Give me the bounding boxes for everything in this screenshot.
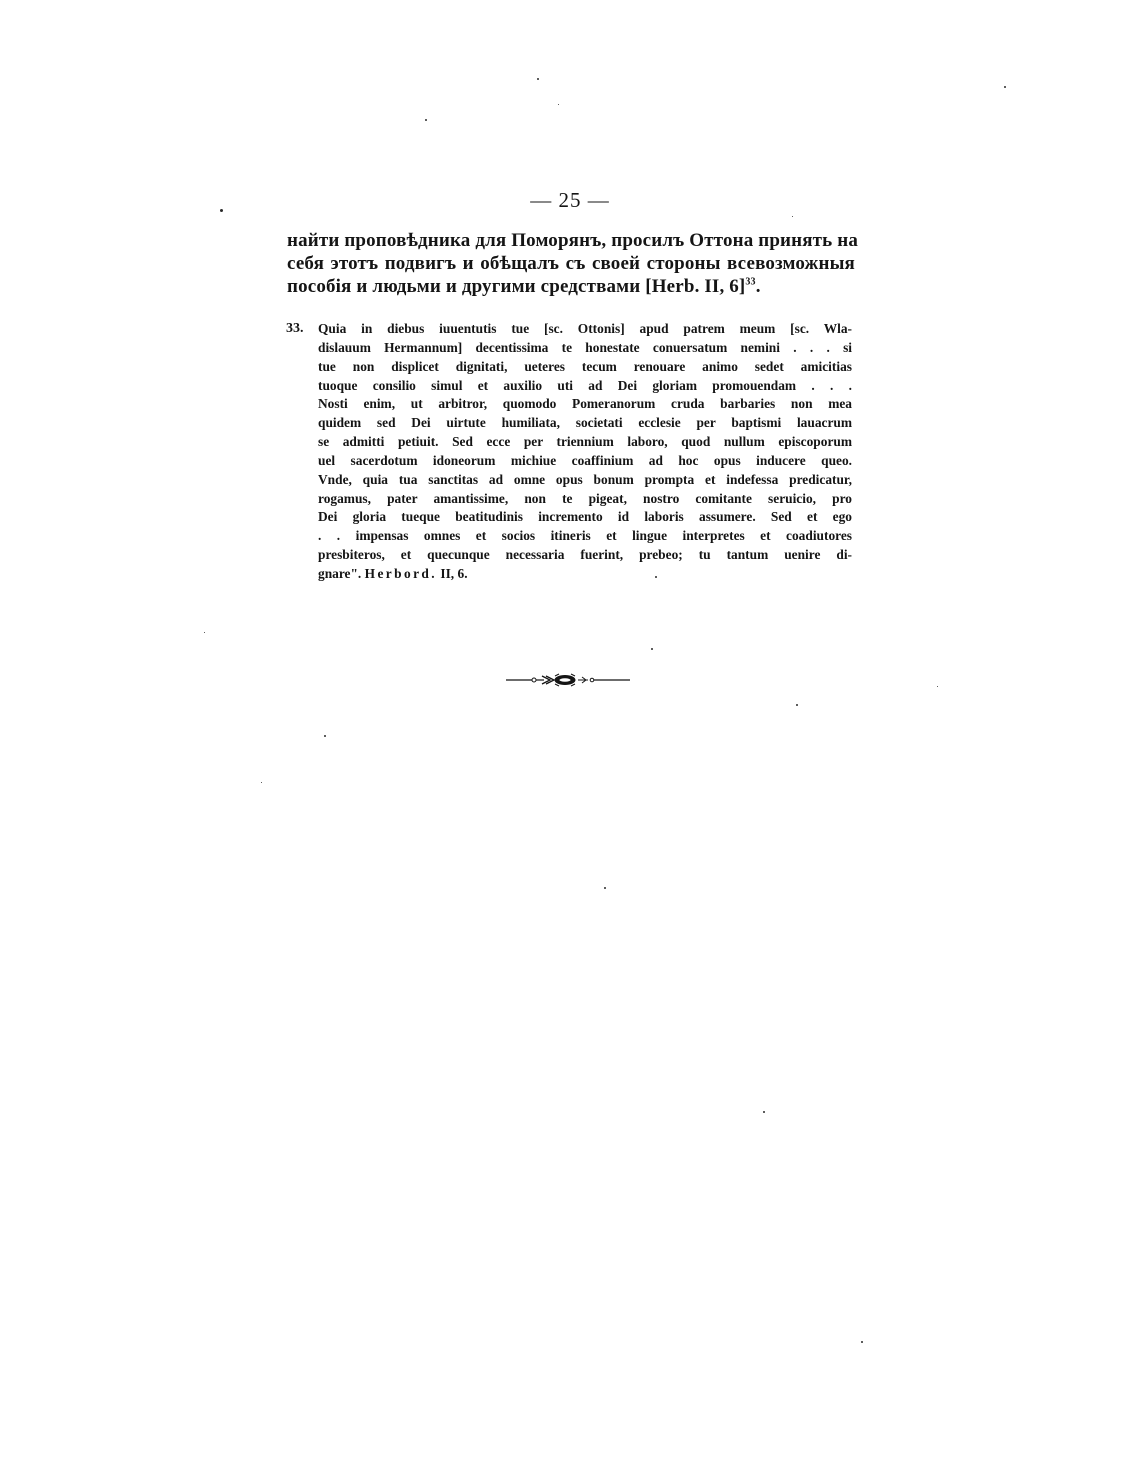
scan-speck [220,209,223,212]
footnote-line: Nosti enim, ut arbitror, quomodo Pomeranorum cruda barbaries non mea [318,396,852,412]
main-line-3-end: . [755,276,761,297]
footnote-line: presbiteros, et quecunque necessaria fuerint, prebeo; tu tantum uenire di- [318,547,852,563]
scan-speck [655,576,657,578]
footnote-line: . . impensas omnes et socios itineris et lingue interpretes et coadiutores [318,528,852,544]
scan-speck [937,686,938,687]
footnote-line: Quia in diebus iuuentutis tue [sc. Ottonis] apud patrem meum [sc. Wla- [318,321,852,336]
main-line-1: найти проповѣдника для Поморянъ, просилъ Оттона принять на [287,230,859,251]
footnote-line: uel sacerdotum idoneorum michiue coaffinium ad hoc opus inducere queo. [318,452,852,468]
scan-speck [604,887,606,889]
main-line-3 [287,275,855,298]
scan-speck [763,1111,765,1113]
scan-speck [261,782,262,783]
footnote-line: se admitti petiuit. Sed ecce per triennium laboro, quod nullum episcoporum [318,434,852,450]
footnote-last-text: gnare". [318,565,362,581]
footnote-line: tuoque consilio simul et auxilio uti ad Dei gloriam promouendam . . . [318,377,852,393]
scan-speck [537,78,539,80]
footnote-line: tue non displicet dignitati, ueteres tecum renouare animo sedet amicitias [318,358,852,374]
scan-speck [558,104,559,105]
scan-speck [324,735,326,737]
scan-speck [425,119,427,121]
footnote-line: dislauum Hermannum] decentissima te honestate conuersatum nemini . . . si [318,339,852,355]
printer-ornament-icon [506,670,630,690]
footnote-last-line [318,565,852,584]
footnote-citation: II, 6. [440,565,468,581]
scan-speck [204,632,205,633]
footnote-number: 33. [286,321,304,336]
main-line-2: себя этотъ подвигъ и обѣщалъ съ своей стороны всевозможныя [287,253,855,274]
main-line-3-text: пособія и людьми и другими средствами [Herb. II, 6] [287,276,746,297]
scan-speck [792,216,793,217]
footnote-reference: 33 [745,276,756,288]
page-number: — 25 — [530,188,610,212]
scan-speck [861,1341,863,1343]
footnote-line: Vnde, quia tua sanctitas ad omne opus bonum prompta et indefessa predicatur, [318,471,852,487]
footnote-line: Dei gloria tueque beatitudinis incremento id laboris assumere. Sed et ego [318,509,852,525]
footnote-line: rogamus, pater amantissime, non te pigeat, nostro comitante seruicio, pro [318,490,852,506]
main-paragraph [287,229,859,298]
scan-speck [651,648,653,650]
footnote-body [318,320,852,584]
scan-speck [1004,86,1006,88]
footnote-author: Herbord. [364,565,438,581]
footnote-line: quidem sed Dei uirtute humiliata, societati ecclesie per baptismi lauacrum [318,415,852,431]
scan-speck [796,704,798,706]
